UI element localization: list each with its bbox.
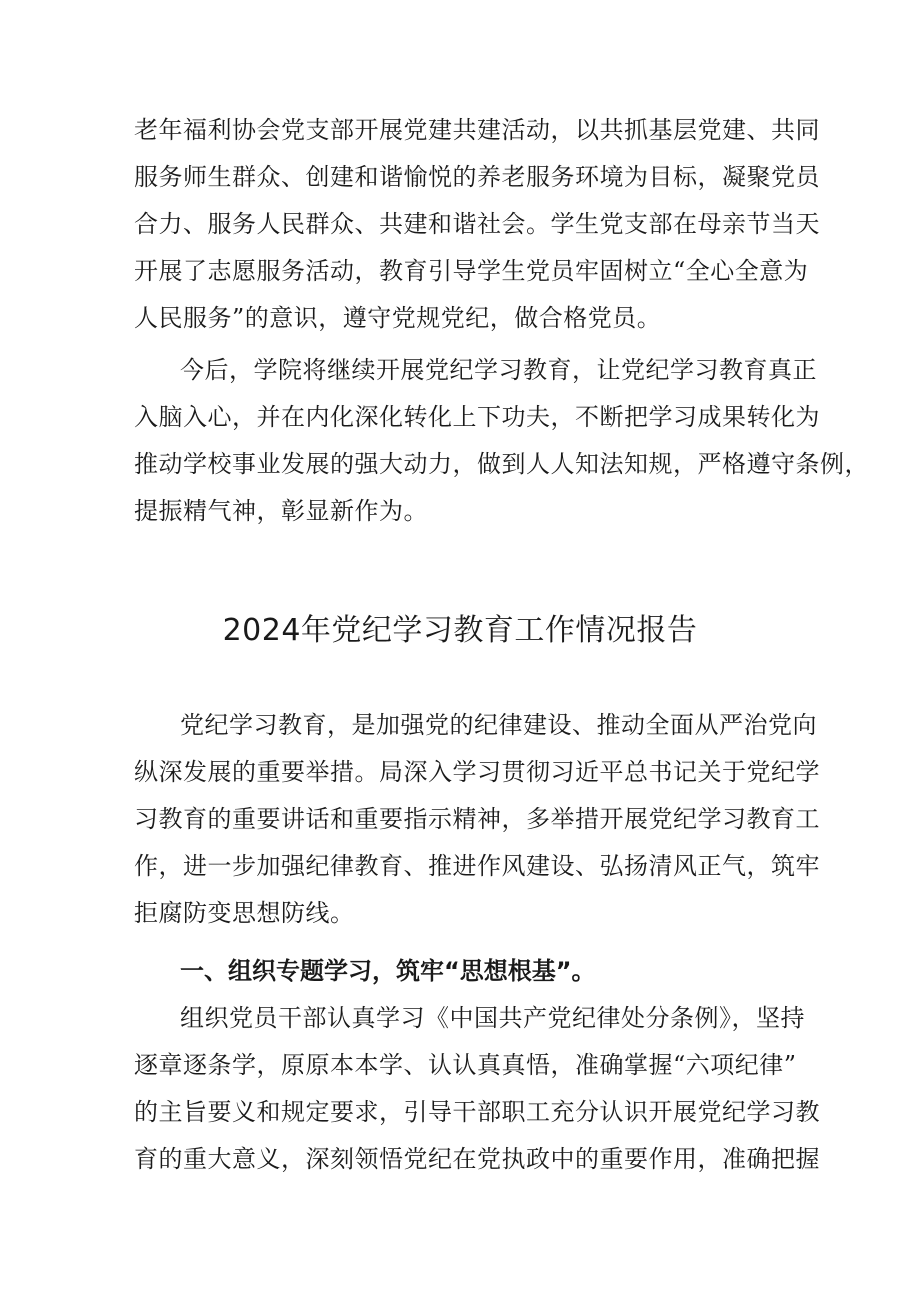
paragraph-line: 开展了志愿服务活动，教育引导学生党员牢固树立“全心全意为 (134, 257, 809, 285)
paragraph-line: 组织党员干部认真学习《中国共产党纪律处分条例》，坚持 (180, 1004, 805, 1032)
paragraph-line: 人民服务”的意识，遵守党规党纪，做合格党员。 (134, 304, 662, 332)
paragraph-section-body (134, 995, 820, 1183)
paragraph-line: 推动学校事业发展的强大动力，做到人人知法知规，严格遵守条例， (134, 450, 869, 478)
section-heading: 一、组织专题学习，筑牢“思想根基”。 (180, 957, 596, 985)
paragraph-line: 的主旨要义和规定要求，引导干部职工充分认识开展党纪学习教 (134, 1098, 820, 1126)
paragraph-line: 习教育的重要讲话和重要指示精神，多举措开展党纪学习教育工 (134, 805, 820, 833)
paragraph-line: 拒腐防变思想防线。 (134, 899, 355, 927)
paragraph-continued (134, 107, 820, 342)
paragraph-line: 服务师生群众、创建和谐愉悦的养老服务环境为目标，凝聚党员 (134, 163, 820, 191)
paragraph-line: 党纪学习教育，是加强党的纪律建设、推动全面从严治党向 (180, 711, 817, 739)
paragraph-conclusion (134, 347, 869, 535)
paragraph-line: 育的重大意义，深刻领悟党纪在党执政中的重要作用，准确把握 (134, 1145, 820, 1173)
paragraph-line: 逐章逐条学，原原本本学、认认真真悟，准确掌握“六项纪律” (134, 1051, 797, 1079)
paragraph-line: 提振精气神，彰显新作为。 (134, 497, 428, 525)
paragraph-line: 作，进一步加强纪律教育、推进作风建设、弘扬清风正气，筑牢 (134, 852, 820, 880)
paragraph-intro (134, 702, 820, 937)
report-title: 2024年党纪学习教育工作情况报告 (222, 613, 698, 648)
paragraph-line: 纵深发展的重要举措。局深入学习贯彻习近平总书记关于党纪学 (134, 758, 820, 786)
paragraph-line: 老年福利协会党支部开展党建共建活动，以共抓基层党建、共同 (134, 116, 820, 144)
paragraph-line: 入脑入心，并在内化深化转化上下功夫，不断把学习成果转化为 (134, 403, 820, 431)
paragraph-line: 合力、服务人民群众、共建和谐社会。学生党支部在母亲节当天 (134, 210, 820, 238)
paragraph-line: 今后，学院将继续开展党纪学习教育，让党纪学习教育真正 (180, 356, 817, 384)
